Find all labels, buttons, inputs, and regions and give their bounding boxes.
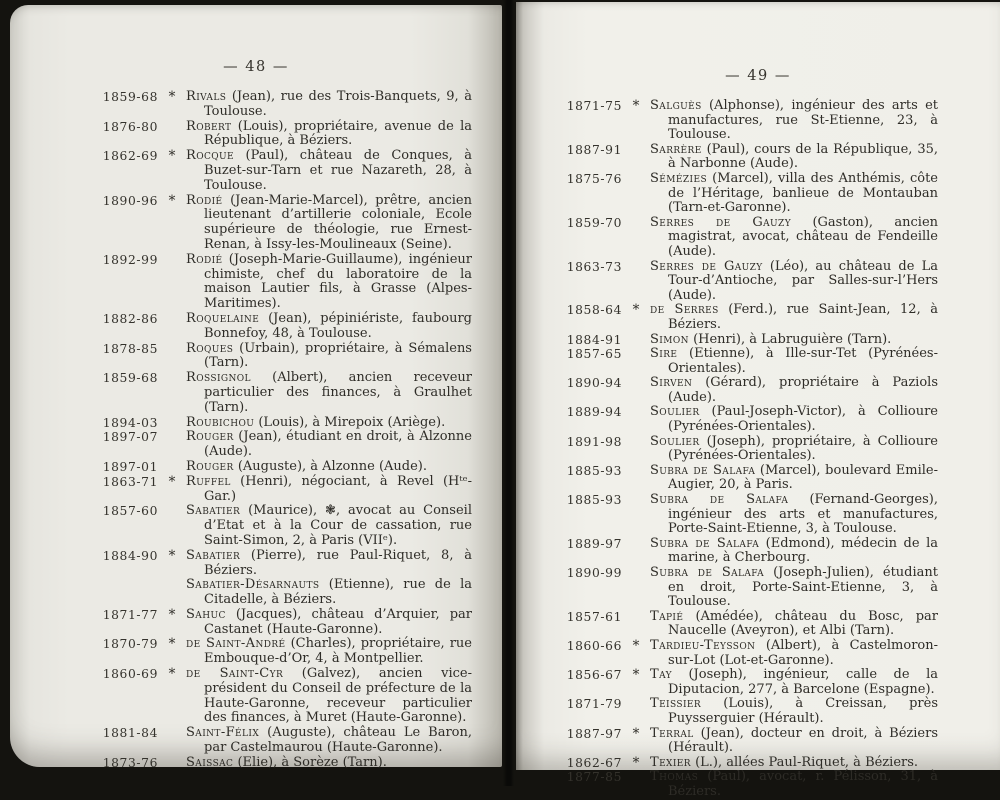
entry-surname: Texier <box>650 754 691 770</box>
entry <box>100 608 472 638</box>
entry-surname: de Saint-Cyr <box>186 666 284 682</box>
entry <box>100 312 472 342</box>
entry-star-marker <box>622 376 650 405</box>
entry-text <box>650 537 938 566</box>
entry-text <box>186 667 472 726</box>
entry-star-marker <box>622 464 650 493</box>
entry <box>564 668 938 697</box>
entry-details: (Paul), cours de la République, 35, à Narbonne (Aude). <box>668 141 938 172</box>
entry-details: (Urbain), propriétaire, à Sémalens (Tarn). <box>204 340 472 371</box>
entry-years: 1884-90 <box>102 548 158 563</box>
entry-star-marker: * <box>168 666 176 683</box>
entry-star-marker <box>622 333 650 348</box>
entry-surname: Roquelaine <box>186 310 260 326</box>
entry <box>564 216 938 260</box>
entry-years: 1856-67 <box>566 668 622 683</box>
entry-details: (Etienne), rue de la Citadelle, à Béziers. <box>204 577 472 608</box>
entry-details: (Henri), négociant, à Revel (Hᵗᵉ-Gar.) <box>204 473 472 504</box>
entry <box>564 464 938 493</box>
entry-surname: Saint-Félix <box>186 725 260 741</box>
entry-star-marker <box>158 416 186 431</box>
entry <box>564 727 938 756</box>
entry <box>100 342 472 372</box>
entry-years: 1887-97 <box>566 726 622 741</box>
entry-details: (Paul), avocat, r. Pélisson, 31, à Béziers. <box>668 769 938 799</box>
entry-years: 1862-69 <box>102 149 158 164</box>
entry-text <box>186 120 472 150</box>
entry-years: 1892-99 <box>102 252 158 267</box>
entry-star-marker <box>622 260 650 304</box>
entry-text <box>186 637 472 667</box>
entry-text <box>186 460 472 475</box>
entry-star-marker: * <box>168 636 176 653</box>
entry-text <box>186 756 472 771</box>
entry <box>564 376 938 405</box>
entry-star-marker <box>622 697 650 726</box>
entry-years: 1871-77 <box>102 607 158 622</box>
entry-surname: Robert <box>186 118 232 134</box>
entry-star-marker <box>622 347 650 376</box>
entry-years: 1871-79 <box>566 697 622 712</box>
entry-years: 1863-71 <box>102 474 158 489</box>
entry-years: 1859-68 <box>102 371 158 386</box>
entry-surname: Tapié <box>650 608 684 624</box>
entry <box>100 149 472 193</box>
entry-text <box>650 376 938 405</box>
entry-star-marker <box>158 371 186 415</box>
entry-text <box>650 493 938 537</box>
entry-details: (L.), allées Paul-Riquet, à Béziers. <box>695 754 919 770</box>
entry-surname: Sémézies <box>650 170 708 186</box>
entry-text <box>186 312 472 342</box>
entry-details: (Amédée), château du Bosc, par Naucelle (Aveyron), et Albi (Tarn). <box>668 608 938 639</box>
entry-surname: Tay <box>650 667 672 683</box>
entry-years: 1862-67 <box>566 755 622 770</box>
entry-star-marker: * <box>632 98 640 114</box>
entry-years: 1878-85 <box>102 341 158 356</box>
page-number-left: — 48 — <box>223 59 289 75</box>
entry-text <box>650 464 938 493</box>
entry <box>100 120 472 150</box>
entry-years: 1889-97 <box>566 536 622 551</box>
entry <box>564 610 938 639</box>
entry-surname: Rouger <box>186 458 234 474</box>
entry-years: 1894-03 <box>102 415 158 430</box>
entry-surname: Roques <box>186 340 234 356</box>
entry-years: 1859-68 <box>102 90 158 104</box>
entry-star-marker <box>622 143 650 172</box>
entry-surname: Sabatier-Désarnauts <box>186 577 320 593</box>
page-number-right: — 49 — <box>725 68 791 84</box>
entry-star-marker <box>158 504 186 548</box>
entry-star-marker: * <box>168 89 176 105</box>
entry-years: 1890-99 <box>566 566 622 580</box>
entry-text <box>650 770 938 799</box>
entry-text <box>186 149 472 193</box>
entry-years: 1876-80 <box>102 119 158 134</box>
entry-star-marker: * <box>168 192 176 209</box>
entry-star-marker: * <box>632 754 640 771</box>
entry-years: 1887-91 <box>566 142 622 157</box>
entry-text <box>650 143 938 172</box>
entry-details: (Gaston), ancien magistrat, avocat, château de Fendeille (Aude). <box>668 214 939 259</box>
entry-details: (Louis), propriétaire, avenue de la République, à Béziers. <box>204 118 472 149</box>
entry-surname: Serres de Gauzy <box>650 258 763 274</box>
entry <box>100 90 472 120</box>
entry-surname: Sahuc <box>186 606 226 622</box>
entry-details: (Louis), à Creissan, près Puysserguier (Hérault). <box>668 696 938 726</box>
entry-text <box>650 756 938 771</box>
entry-text <box>186 726 472 756</box>
entry-years: 1882-86 <box>102 311 158 326</box>
entry-years: 1891-98 <box>566 434 622 449</box>
entry-surname: Roubichou <box>186 414 255 430</box>
entry <box>564 697 938 726</box>
entry <box>564 493 938 537</box>
entry-years: 1889-94 <box>566 405 622 420</box>
entry-surname: Soulier <box>650 433 700 449</box>
entry-star-marker <box>158 253 186 312</box>
entry-details: (Joseph), propriétaire, à Collioure (Pyrénées-Orientales). <box>668 433 938 464</box>
entry <box>564 260 938 304</box>
entry-years: 1890-94 <box>566 376 622 391</box>
entry <box>100 637 472 667</box>
entry-details: (Pierre), rue Paul-Riquet, 8, à Béziers. <box>204 547 472 578</box>
entry-text <box>186 475 472 505</box>
entry-star-marker <box>158 120 186 150</box>
entry-details: (Charles), propriétaire, rue Embouque-d’Or, 4, à Montpellier. <box>204 636 472 667</box>
entry-text <box>650 727 938 756</box>
entry-years: 1858-64 <box>566 303 622 318</box>
entry-years: 1890-96 <box>102 193 158 208</box>
entry-years: 1863-73 <box>566 259 622 274</box>
entry <box>564 99 938 143</box>
entry-text <box>650 697 938 726</box>
entry-details: (Edmond), médecin de la marine, à Cherbourg. <box>668 535 938 566</box>
entry-years: 1871-75 <box>566 99 622 113</box>
entry-star-marker <box>622 405 650 434</box>
entry-text <box>186 194 472 253</box>
entry <box>100 504 472 548</box>
entry-details: (Jean), pépiniériste, faubourg Bonnefoy, 48, à Toulouse. <box>204 310 472 341</box>
entry-details: (Etienne), à Ille-sur-Tet (Pyrénées-Orientales). <box>668 346 938 376</box>
entry <box>564 303 938 332</box>
entry <box>564 756 938 771</box>
entry <box>100 578 472 608</box>
entry-details: (Marcel), boulevard Emile-Augier, 20, à Paris. <box>668 462 939 493</box>
entry-surname: Rouger <box>186 429 234 445</box>
entry <box>564 333 938 348</box>
entry-text <box>650 303 938 332</box>
entry-surname: Saissac <box>186 754 234 770</box>
entry <box>564 537 938 566</box>
entry-details: (Joseph), ingénieur, calle de la Diputacion, 277, à Barcelone (Espagne). <box>668 667 938 697</box>
entry-star-marker <box>158 342 186 372</box>
entry-surname: Tardieu-Teysson <box>650 637 756 653</box>
entry-text <box>186 90 472 120</box>
entry-surname: de Saint-André <box>186 636 286 652</box>
entry <box>100 756 472 771</box>
entry <box>564 435 938 464</box>
entry-details: (Alphonse), ingénieur des arts et manufactures, rue St-Etienne, 23, à Toulouse. <box>668 98 938 143</box>
entry-surname: Subra de Salafa <box>650 565 765 580</box>
entry-years: 1873-76 <box>102 755 158 770</box>
entry-details: (Jean-Marie-Marcel), prêtre, ancien lieutenant d’artillerie coloniale, Ecole supérieure de théologie, rue Ernest-Renan, à Issy-les-Moulineaux (Seine). <box>204 192 472 252</box>
entry-text <box>650 610 938 639</box>
entry-star-marker <box>158 756 186 771</box>
entry-details: (Léo), au château de La Tour-d’Antioche, par Salles-sur-l’Hers (Aude). <box>668 258 938 303</box>
entry <box>100 416 472 431</box>
entry-text <box>650 566 938 610</box>
entry-star-marker <box>622 172 650 216</box>
entry-details: (Auguste), à Alzonne (Aude). <box>237 458 428 474</box>
entry-surname: Rodié <box>186 251 223 267</box>
entry-text <box>186 549 472 579</box>
entry-details: (Paul), château de Conques, à Buzet-sur-Tarn et rue Nazareth, 28, à Toulouse. <box>204 148 472 193</box>
entry <box>100 460 472 475</box>
entry-surname: Rocque <box>186 148 234 164</box>
entry-text <box>650 639 938 668</box>
entry-text <box>650 172 938 216</box>
entry-surname: Subra de Salafa <box>650 462 756 478</box>
entry-details: (Gérard), propriétaire à Paziols (Aude). <box>668 375 938 405</box>
entry-surname: Subra de Salafa <box>650 535 760 551</box>
entry-details: (Joseph-Marie-Guillaume), ingénieur chimiste, chef du laboratoire de la maison Lautier fils, à Grasse (Alpes-Maritimes). <box>204 251 472 312</box>
entry-star-marker: * <box>632 302 640 319</box>
entry-surname: Rodié <box>186 192 223 208</box>
entry-star-marker: * <box>632 637 640 654</box>
entry-star-marker <box>622 610 650 639</box>
entry <box>564 566 938 610</box>
entry-text <box>186 504 472 548</box>
entry-details: (Henri), à Labruguière (Tarn). <box>693 331 892 347</box>
entry-star-marker <box>158 726 186 756</box>
entry-text <box>186 608 472 638</box>
entry-text <box>186 430 472 460</box>
entry-surname: Soulier <box>650 404 700 420</box>
entry-star-marker: * <box>168 148 176 165</box>
entry-years: 1857-65 <box>566 347 622 362</box>
entry-years: 1859-70 <box>566 215 622 230</box>
entry-text <box>650 347 938 376</box>
entry-surname: Ruffel <box>186 473 231 489</box>
entry-details: (Elie), à Sorèze (Tarn). <box>237 754 387 770</box>
entry <box>564 639 938 668</box>
entry-surname: Thomas <box>650 769 699 785</box>
entry <box>100 371 472 415</box>
entry-star-marker: * <box>168 473 176 490</box>
entry-star-marker <box>158 312 186 342</box>
entry-details: (Jean), rue des Trois-Banquets, 9, à Toulouse. <box>204 89 472 119</box>
entry-star-marker <box>622 537 650 566</box>
entry <box>100 667 472 726</box>
entry <box>564 172 938 216</box>
entry-star-marker <box>158 460 186 475</box>
entry-details: (Marcel), villa des Anthémis, côte de l’Héritage, banlieue de Montauban (Tarn-et-Garonne). <box>668 170 938 216</box>
entry-years: 1881-84 <box>102 726 158 741</box>
entry <box>100 475 472 505</box>
entry <box>564 347 938 376</box>
entry-text <box>650 435 938 464</box>
entry-details: (Auguste), château Le Baron, par Castelmaurou (Haute-Garonne). <box>204 725 472 756</box>
entry <box>564 770 938 799</box>
entry-years: 1870-79 <box>102 637 158 652</box>
entry-text <box>650 668 938 697</box>
entry-text <box>650 260 938 304</box>
entry-years: 1885-93 <box>566 463 622 478</box>
entry-star-marker <box>622 216 650 260</box>
entry-star-marker <box>158 430 186 460</box>
entry-surname: Sirven <box>650 375 693 391</box>
entry-surname: Terral <box>650 725 694 741</box>
entry-surname: Simon <box>650 331 689 347</box>
entry-surname: Subra de Salafa <box>650 492 789 508</box>
entry-years: 1877-85 <box>566 770 622 785</box>
directory-entries-left <box>100 90 472 771</box>
book-gutter-shadow <box>503 0 514 786</box>
entry <box>100 549 472 579</box>
entry-details: (Maurice), ❃, avocat au Conseil d’Etat et à la Cour de cassation, rue Saint-Simon, 2, à Paris (VIIᵉ). <box>204 503 472 548</box>
entry <box>100 726 472 756</box>
entry-surname: Sabatier <box>186 547 241 563</box>
entry-text <box>186 253 472 312</box>
entry-surname: Rossignol <box>186 370 251 386</box>
entry-years: 1860-69 <box>102 667 158 682</box>
entry-years: 1857-61 <box>566 609 622 624</box>
entry-star-marker: * <box>632 667 640 684</box>
entry-star-marker <box>622 493 650 537</box>
entry <box>100 253 472 312</box>
entry <box>564 143 938 172</box>
entry-surname: Rivals <box>186 89 227 104</box>
entry-text <box>650 99 938 143</box>
entry-text <box>650 333 938 348</box>
entry-details: (Paul-Joseph-Victor), à Collioure (Pyrénées-Orientales). <box>668 404 938 435</box>
entry-star-marker: * <box>168 606 176 623</box>
entry-years: 1875-76 <box>566 171 622 186</box>
entry-surname: Teissier <box>650 696 702 712</box>
directory-entries-right <box>564 99 938 800</box>
entry-years: 1897-01 <box>102 459 158 474</box>
entry <box>100 194 472 253</box>
entry-details: (Ferd.), rue Saint-Jean, 12, à Béziers. <box>668 302 938 332</box>
entry-surname: de Serres <box>650 302 719 318</box>
entry-years: 1897-07 <box>102 430 158 445</box>
entry-text <box>186 578 472 608</box>
entry-star-marker <box>622 435 650 464</box>
entry-details: (Albert), à Castelmoron-sur-Lot (Lot-et-Garonne). <box>668 637 938 668</box>
entry-surname: Sabatier <box>186 503 241 519</box>
entry-text <box>186 416 472 431</box>
entry-details: (Jean), docteur en droit, à Béziers (Hérault). <box>668 725 938 756</box>
entry-details: (Joseph-Julien), étudiant en droit, Porte-Saint-Etienne, 3, à Toulouse. <box>668 565 938 610</box>
entry-details: (Jean), étudiant en droit, à Alzonne (Aude). <box>204 429 472 460</box>
entry-years: 1885-93 <box>566 493 622 508</box>
entry-text <box>186 342 472 372</box>
entry-surname: Salguès <box>650 98 702 113</box>
entry-years: 1884-91 <box>566 332 622 347</box>
entry-star-marker: * <box>168 547 176 564</box>
entry-details: (Fernand-Georges), ingénieur des arts et manufactures, Porte-Saint-Etienne, 3, à Toulouse. <box>668 492 938 537</box>
page-49 <box>516 2 1000 799</box>
entry-years: 1860-66 <box>566 638 622 653</box>
entry-star-marker <box>622 566 650 610</box>
entry-text <box>650 405 938 434</box>
entry <box>100 430 472 460</box>
entry-details: (Louis), à Mirepoix (Ariège). <box>258 414 446 430</box>
entry-details: (Albert), ancien receveur particulier des finances, à Graulhet (Tarn). <box>204 370 472 415</box>
entry-text <box>186 371 472 415</box>
entry <box>564 405 938 434</box>
entry-years: 1857-60 <box>102 504 158 519</box>
entry-text <box>650 216 938 260</box>
entry-surname: Sire <box>650 346 678 362</box>
entry-surname: Serres de Gauzy <box>650 214 792 230</box>
entry-star-marker: * <box>632 725 640 742</box>
entry-years <box>100 578 158 608</box>
entry-details: (Galvez), ancien vice-président du Conseil de préfecture de la Haute-Garonne, receveur particulier des finances, à Muret (Haute-Garonne). <box>204 666 472 726</box>
entry-surname: Sarrère <box>650 141 702 157</box>
entry-details: (Jacques), château d’Arquier, par Castanet (Haute-Garonne). <box>204 606 472 637</box>
entry-star-marker <box>622 770 650 799</box>
page-48 <box>10 5 502 770</box>
entry-star-marker <box>158 578 186 608</box>
